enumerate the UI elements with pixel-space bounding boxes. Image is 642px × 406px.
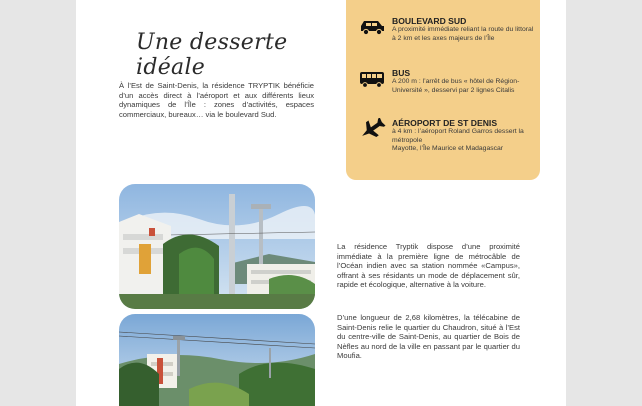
intro-paragraph: À l’Est de Saint-Denis, la résidence TRYPTIK bénéficie d’un accès direct à l’aéroport et aux différents lieux dynamiques de l’Île : zones d’activités, espaces commerciaux, bureaux… via le boulevard Sud. [119, 81, 314, 119]
page-title: Une desserte idéale [136, 30, 288, 80]
info-desc: à 4 km : l’aéroport Roland Garros dessert la métropole Mayotte, l’Île Maurice et Madagascar [392, 128, 524, 153]
airplane-icon [358, 118, 386, 140]
access-info-card [346, 0, 540, 180]
info-desc: A proximité immédiate reliant la route du littoral à 2 km et les axes majeurs de l’Île [392, 26, 534, 42]
metrocable-paragraph: La résidence Tryptik dispose d’une proximité immédiate à la première ligne de métrocâble de l’Océan indien avec sa station nommée «Campus», offrant à ses résidants un mode de déplacement sûr, rapide et écologique, alternative à la voiture. [337, 242, 520, 290]
info-desc: A 200 m : l’arrêt de bus « hôtel de Région-Université », desservi par 2 lignes Citalis [392, 78, 520, 94]
car-icon [358, 16, 386, 38]
info-title: BUS [392, 68, 411, 78]
bus-icon [358, 68, 386, 90]
info-title: AÉROPORT DE ST DENIS [392, 118, 498, 128]
telecabine-photo [119, 314, 315, 406]
brochure-page [76, 0, 566, 406]
telecabine-paragraph: D’une longueur de 2,68 kilomètres, la télécabine de Saint-Denis relie le quartier du Chaudron, situé à l’Est du centre-ville de Saint-Denis, au quartier de Bois de Nèfles au nord de la ville en passant par le quartier du Moufia. [337, 313, 520, 361]
info-title: BOULEVARD SUD [392, 16, 467, 26]
cable-car-station-photo [119, 184, 315, 309]
